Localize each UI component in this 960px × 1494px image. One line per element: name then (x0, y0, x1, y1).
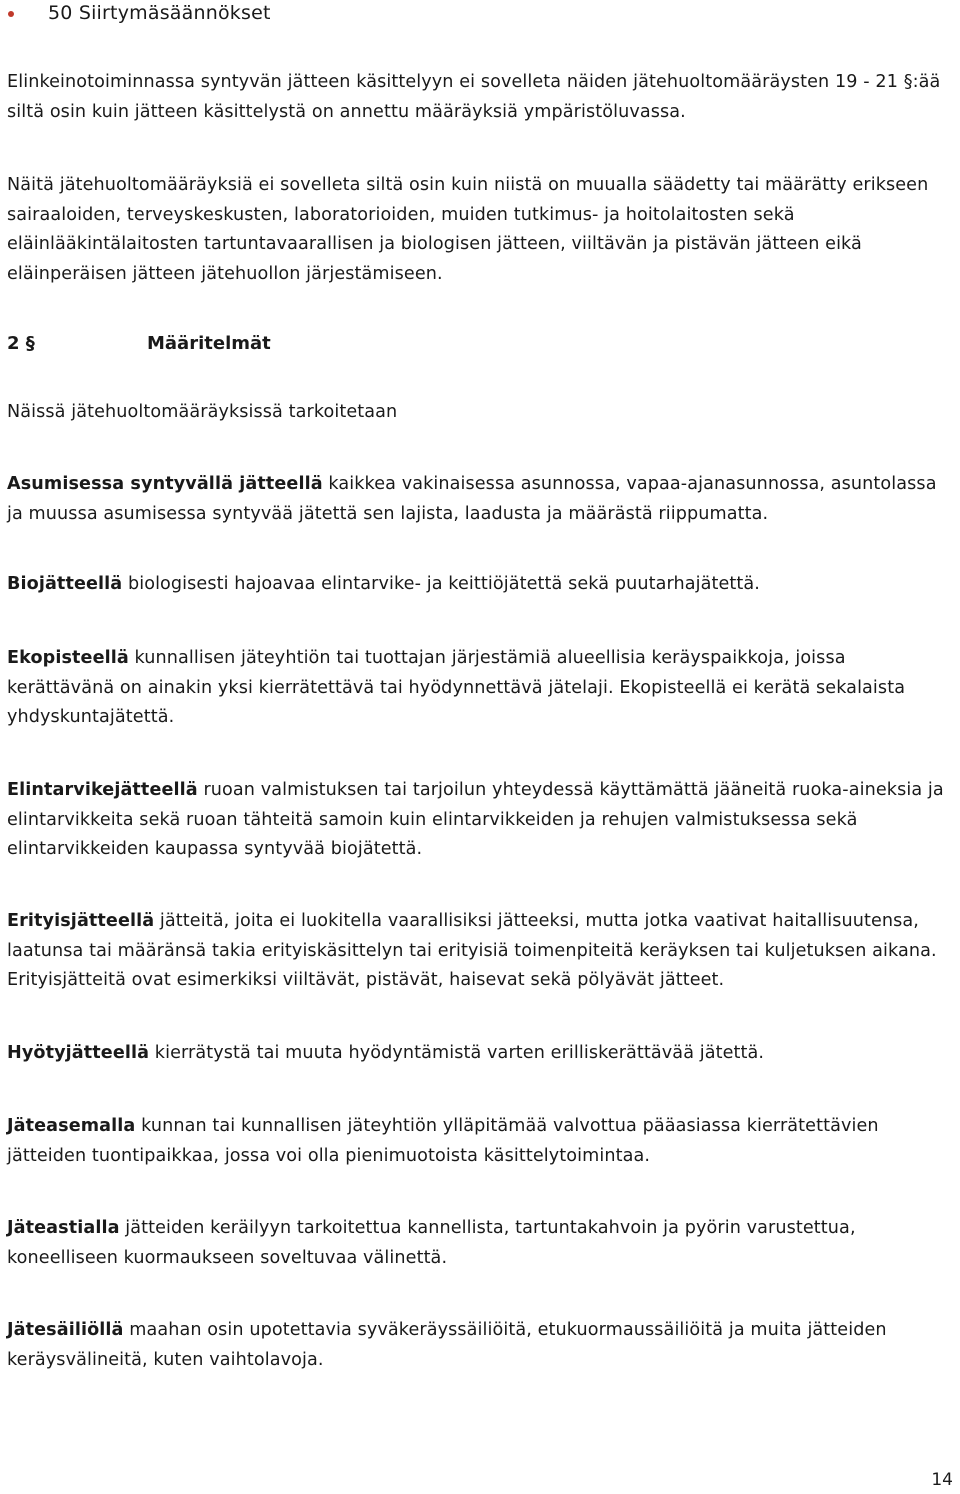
definition-term: Jäteasemalla (7, 1116, 136, 1136)
definition-item (7, 1316, 947, 1375)
definition-text: ruoan valmistuksen tai tarjoilun yhteydessä käyttämättä jääneitä ruoka-aineksia ja elintarvikkeita sekä ruoan tähteitä samoin kuin elintarvikkeiden ja rehujen valmistuksessa sekä elintarvikkeiden kaupassa syntyvää biojätettä. (7, 780, 944, 859)
intro-paragraph: Näissä jätehuoltomääräyksissä tarkoitetaan (7, 402, 398, 422)
definition-term: Hyötyjätteellä (7, 1043, 150, 1063)
section-number: 2 § (7, 332, 35, 354)
definition-text: jätteitä, joita ei luokitella vaarallisiksi jätteeksi, mutta jotka vaativat haitallisuutensa, laatunsa tai määränsä takia erityiskäsittelyn tai erityisiä toimenpiteitä keräyksen tai kuljetuksen aikana. Erityisjätteitä ovat esimerkiksi viiltävät, pistävät, haisevat sekä pölyävät jätteet. (7, 911, 937, 990)
definition-text: kunnallisen jäteyhtiön tai tuottajan järjestämiä alueellisia keräyspaikkoja, joissa kerättävänä on ainakin yksi kierrätettävä tai hyödynnettävä jätelaji. Ekopisteellä ei kerätä sekalaista yhdyskuntajätettä. (7, 648, 906, 727)
paragraph-1: Elinkeinotoiminnassa syntyvän jätteen käsittelyyn ei sovelleta näiden jätehuoltomääräysten 19 - 21 §:ää siltä osin kuin jätteen käsittelystä on annettu määräyksiä ympäristöluvassa. (7, 72, 941, 122)
section-heading (7, 328, 271, 358)
definition-text: biologisesti hajoavaa elintarvike- ja keittiöjätettä sekä puutarhajätettä. (122, 574, 760, 594)
definition-item (7, 907, 947, 996)
definition-term: Erityisjätteellä (7, 911, 155, 931)
header-title: 50 Siirtymäsäännökset (48, 2, 271, 24)
definition-text: jätteiden keräilyyn tarkoitettua kannellista, tartuntakahvoin ja pyörin varustettua, koneelliseen kuormaukseen soveltuvaa välinettä. (7, 1218, 856, 1268)
definition-text: kaikkea vakinaisessa asunnossa, vapaa-ajanasunnossa, asuntolassa ja muussa asumisessa syntyvää jätettä sen lajista, laadusta ja määrästä riippumatta. (7, 474, 937, 524)
definition-item (7, 1112, 947, 1171)
page-number: 14 (931, 1470, 953, 1490)
definition-item (7, 1039, 947, 1069)
definition-term: Elintarvikejätteellä (7, 780, 198, 800)
paragraph-2: Näitä jätehuoltomääräyksiä ei sovelleta siltä osin kuin niistä on muualla säädetty tai määrätty erikseen sairaaloiden, terveyskeskusten, laboratorioiden, muiden tutkimus- ja hoitolaitosten sekä eläinlääkintälaitosten tartuntavaarallisen ja biologisen jätteen, viiltävän ja pistävän jätteen eikä eläinperäisen jätteen jätehuollon järjestämiseen. (7, 175, 929, 284)
definition-item (7, 470, 947, 529)
definition-item (7, 644, 947, 733)
definition-item (7, 570, 947, 600)
definition-text: maahan osin upotettavia syväkeräyssäiliöitä, etukuormaussäiliöitä ja muita jätteiden keräysvälineitä, kuten vaihtolavoja. (7, 1320, 887, 1370)
definition-term: Ekopisteellä (7, 648, 129, 668)
definition-term: Jäteastialla (7, 1218, 120, 1238)
definition-term: Jätesäiliöllä (7, 1320, 124, 1340)
definition-text: kunnan tai kunnallisen jäteyhtiön ylläpitämää valvottua pääasiassa kierrätettävien jätteiden tuontipaikkaa, jossa voi olla pienimuotoista käsittelytoimintaa. (7, 1116, 879, 1166)
definition-term: Biojätteellä (7, 574, 123, 594)
definition-text: kierrätystä tai muuta hyödyntämistä varten erilliskerättävää jätettä. (149, 1043, 765, 1063)
section-title: Määritelmät (147, 332, 271, 354)
definition-item (7, 1214, 947, 1273)
definition-term: Asumisessa syntyvällä jätteellä (7, 474, 323, 494)
bullet-icon (8, 11, 14, 17)
definition-item (7, 776, 947, 865)
section-header (8, 0, 271, 26)
